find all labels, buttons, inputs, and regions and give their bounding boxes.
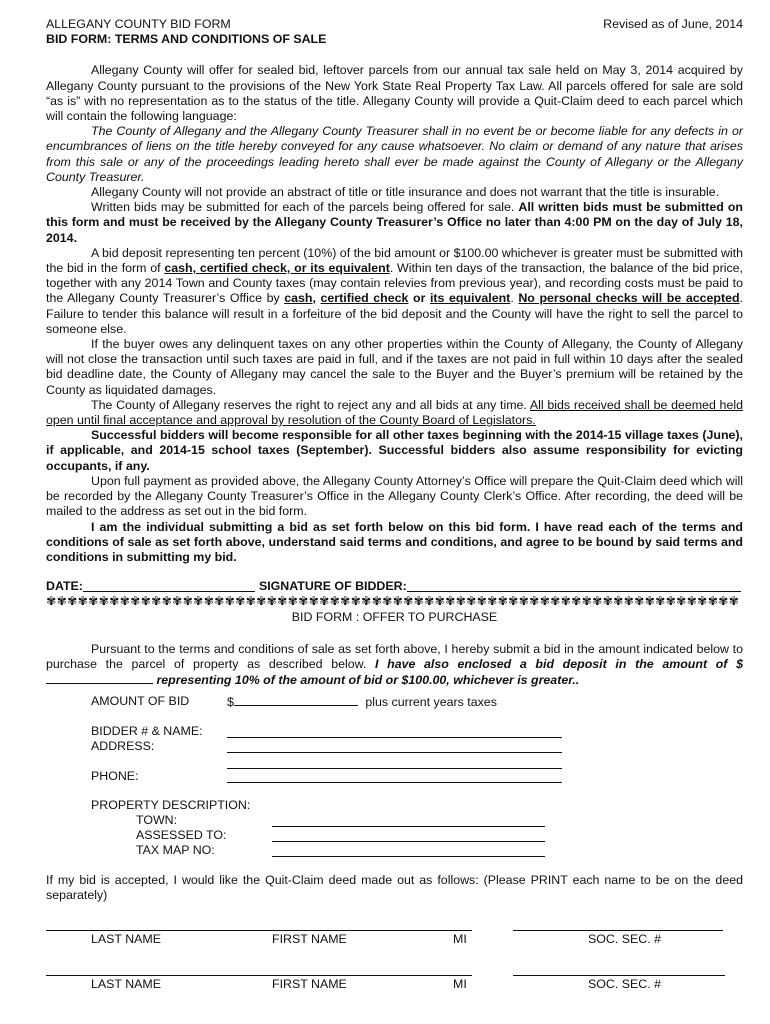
mi-label-2: MI (453, 977, 467, 991)
divider-ornament-icon: ✾ (224, 594, 235, 609)
divider-ornament-icon: ✾ (361, 594, 372, 609)
divider-ornament-icon: ✾ (529, 594, 540, 609)
terms-paragraph-4 (46, 200, 743, 246)
divider-ornament-icon: ✾ (644, 594, 655, 609)
terms-paragraph-5 (46, 246, 743, 337)
divider-ornament-icon: ✾ (560, 594, 571, 609)
divider-ornament-icon: ✾ (466, 594, 477, 609)
terms-paragraph-8: Successful bidders will become responsible for all other taxes beginning with the 2014-15 village taxes (June), if applicable, and 2014-15 school taxes (September). Successful bidders also assume responsibility for evicting occupants, if any. (46, 428, 743, 473)
divider-ornament-icon: ✾ (46, 594, 57, 609)
bids-held-open-text: All bids received shall be deemed held open until final acceptance and approval by resolution of the County Board of Legislators. (46, 397, 743, 428)
divider-ornament-icon: ✾ (581, 594, 592, 609)
divider-ornament-icon: ✾ (518, 594, 529, 609)
revision-date: Revised as of June, 2014 (603, 17, 743, 31)
bid-deadline-text: All written bids must be submitted on this form and must be received by the Allegany County Treasurer’s Office no later than 4:00 PM on the day of July 18, 2014. (46, 200, 743, 245)
bidder-attestation: I am the individual submitting a bid as set forth below on this bid form. I have read each of the terms and conditions of sale as set forth above, understand said terms and conditions, and agree to be bound by said terms and conditions in submitting my bid. (46, 519, 743, 564)
divider-ornament-icon: ✾ (445, 594, 456, 609)
deposit-text: A bid deposit representing ten percent (10%) of the bid amount or $100.00 whichever is greater must be submitted with the bid in the form of (46, 245, 743, 276)
document-header (46, 17, 743, 32)
name-field-1[interactable] (46, 916, 472, 931)
terms-paragraph-1: Allegany County will offer for sealed bid, leftover parcels from our annual tax sale held on May 3, 2014 acquired by Allegany County pursuant to the provisions of the New York State Real Property Tax Law. All parcels offered for sale are sold “as is” with no representation as to the status of the title. Allegany County will provide a Quit-Claim deed to each parcel which will contain the following language: (46, 63, 743, 124)
divider-ornament-icon: ✾ (140, 594, 151, 609)
ssn-field-1[interactable] (513, 916, 723, 931)
divider-ornament-icon: ✾ (602, 594, 613, 609)
bid-form-document (46, 17, 743, 688)
divider-ornament-icon: ✾ (571, 594, 582, 609)
divider-ornament-icon: ✾ (728, 594, 739, 609)
comma: , (312, 291, 321, 306)
no-personal-checks: No personal checks will be accepted (518, 291, 740, 306)
divider-ornament-icon: ✾ (382, 594, 393, 609)
divider-ornament-icon: ✾ (182, 594, 193, 609)
deed-instructions: If my bid is accepted, I would like the Quit-Claim deed made out as follows: (Please PRINT each name to be on the deed separately) (46, 873, 743, 903)
divider-ornament-icon: ✾ (623, 594, 634, 609)
address-field-1[interactable] (227, 738, 562, 753)
divider-ornament-icon: ✾ (88, 594, 99, 609)
divider-ornament-icon: ✾ (550, 594, 561, 609)
divider-ornament-icon: ✾ (455, 594, 466, 609)
divider-ornament-icon: ✾ (172, 594, 183, 609)
divider-ornament-icon: ✾ (476, 594, 487, 609)
terms-paragraph-7 (46, 398, 743, 428)
divider-ornament-icon: ✾ (151, 594, 162, 609)
property-description-label: PROPERTY DESCRIPTION: (91, 798, 251, 812)
divider-ornament-icon: ✾ (371, 594, 382, 609)
divider-ornament-icon: ✾ (424, 594, 435, 609)
tax-map-field[interactable] (272, 842, 545, 857)
payment-equivalent: its equivalent (429, 291, 511, 306)
amount-of-bid-field[interactable] (234, 694, 358, 706)
phone-field[interactable] (227, 768, 562, 783)
divider-ornament-icon: ✾ (707, 594, 718, 609)
divider-ornament-icon: ✾ (329, 594, 340, 609)
divider-ornament-icon: ✾ (340, 594, 351, 609)
date-field[interactable] (83, 579, 255, 592)
address-label: ADDRESS: (91, 739, 155, 753)
divider-ornament-icon: ✾ (697, 594, 708, 609)
divider-ornament-icon: ✾ (98, 594, 109, 609)
divider-ornament-icon: ✾ (308, 594, 319, 609)
divider-ornament-icon: ✾ (319, 594, 330, 609)
divider-ornament-icon: ✾ (193, 594, 204, 609)
payment-methods: cash, certified check, or its equivalent (164, 261, 390, 276)
offer-intro-text: Pursuant to the terms and conditions of sale as set forth above, I hereby submit a bid in the amount indicated below to purchase the parcel of property as described below. (46, 641, 743, 671)
last-name-label-2: LAST NAME (91, 977, 162, 991)
payment-cash: cash (284, 291, 313, 306)
divider-ornament-icon: ✾ (109, 594, 120, 609)
town-label: TOWN: (136, 813, 178, 827)
terms-paragraph-6: If the buyer owes any delinquent taxes on any other properties within the County of Allegany, the County of Allegany will not close the transaction until such taxes are paid in full, and if the taxes are not paid in full within 10 days after the sealed bid deadline date, the County of Allegany may cancel the sale to the Buyer and the Buyer’s premium will be retained by the County as liquidated damages. (46, 337, 743, 397)
offer-title: BID FORM : OFFER TO PURCHASE (291, 610, 498, 625)
ssn-label-1: SOC. SEC. # (588, 932, 661, 946)
divider-ornament-icon: ✾ (67, 594, 78, 609)
tax-map-label: TAX MAP NO: (136, 843, 215, 857)
divider-ornament-icon: ✾ (497, 594, 508, 609)
divider-ornament-icon: ✾ (592, 594, 603, 609)
divider-ornament-icon: ✾ (487, 594, 498, 609)
divider-ornament-icon: ✾ (287, 594, 298, 609)
deposit-amount-field[interactable] (46, 672, 153, 684)
divider-ornament-icon: ✾ (266, 594, 277, 609)
terms-paragraph-9: Upon full payment as provided above, the Allegany County Attorney’s Office will prepare the Quit-Claim deed which will be recorded by the Allegany County Treasurer’s Office in the Allegany County Clerk’s Office. After recording, the deed will be mailed to the address as set out in the bid form. (46, 473, 743, 519)
divider-ornament-icon: ✾ (539, 594, 550, 609)
deed-disclaimer: The County of Allegany and the Allegany County Treasurer shall in no event be or become liable for any defects in or encumbrances of liens on the title hereby conveyed for any cause whatsoever. No claim or demand of any nature that arises from this sale or any of the proceedings leading hereto shall ever be made against the County of Allegany or the Allegany County Treasurer. (46, 124, 743, 184)
or-text: or (408, 291, 430, 306)
divider-ornament-icon: ✾ (235, 594, 246, 609)
signature-field[interactable] (407, 579, 741, 592)
ornamental-divider (46, 594, 743, 608)
plus-taxes-label: plus current years taxes (365, 695, 497, 709)
reject-bids-text: The County of Allegany reserves the right to reject any and all bids at any time. (91, 397, 530, 412)
divider-ornament-icon: ✾ (392, 594, 403, 609)
dollar-sign: $ (227, 695, 234, 709)
divider-ornament-icon: ✾ (256, 594, 267, 609)
amount-of-bid-label: AMOUNT OF BID (91, 694, 190, 708)
ssn-label-2: SOC. SEC. # (588, 977, 661, 991)
balance-text: . Within ten days of the transaction, the balance of the bid price, together with any 2014 Town and County taxes (may contain relevies from previous year), and recording costs must be paid to the Allegany County Treasurer’s Office by (46, 261, 743, 306)
terms-paragraph-3: Allegany County will not provide an abstract of title or title insurance and does not warrant that the title is insurable. (91, 185, 720, 200)
divider-ornament-icon: ✾ (245, 594, 256, 609)
divider-ornament-icon: ✾ (277, 594, 288, 609)
divider-ornament-icon: ✾ (77, 594, 88, 609)
divider-ornament-icon: ✾ (56, 594, 67, 609)
divider-ornament-icon: ✾ (676, 594, 687, 609)
divider-ornament-icon: ✾ (508, 594, 519, 609)
signature-label: SIGNATURE OF BIDDER: (258, 579, 407, 594)
name-field-2[interactable] (46, 961, 472, 976)
payment-certified-check: certified check (320, 291, 409, 306)
divider-ornament-icon: ✾ (130, 594, 141, 609)
first-name-label-2: FIRST NAME (272, 977, 347, 991)
bid-submission-text: Written bids may be submitted for each of the parcels being offered for sale. (91, 200, 519, 215)
divider-ornament-icon: ✾ (634, 594, 645, 609)
divider-ornament-icon: ✾ (203, 594, 214, 609)
amount-of-bid-row (91, 694, 189, 708)
divider-ornament-icon: ✾ (350, 594, 361, 609)
divider-ornament-icon: ✾ (686, 594, 697, 609)
town-field[interactable] (272, 812, 545, 827)
divider-ornament-icon: ✾ (161, 594, 172, 609)
forfeiture-text: . Failure to tender this balance will result in a forfeiture of the bid deposit and the County will have the right to sell the parcel to someone else. (46, 291, 744, 336)
divider-ornament-icon: ✾ (665, 594, 676, 609)
bidder-name-field[interactable] (227, 723, 562, 738)
divider-ornament-icon: ✾ (403, 594, 414, 609)
offer-intro (46, 642, 743, 689)
first-name-label-1: FIRST NAME (272, 932, 347, 946)
address-field-2[interactable] (227, 754, 562, 769)
divider-ornament-icon: ✾ (214, 594, 225, 609)
divider-ornament-icon: ✾ (718, 594, 729, 609)
signature-row (46, 579, 743, 594)
ssn-field-2[interactable] (513, 961, 725, 976)
terms-title: BID FORM: TERMS AND CONDITIONS OF SALE (46, 32, 327, 47)
divider-ornament-icon: ✾ (434, 594, 445, 609)
divider-ornament-icon: ✾ (655, 594, 666, 609)
deposit-amount-text: I have also enclosed a bid deposit in the amount of $ (375, 656, 743, 671)
mi-label-1: MI (453, 932, 467, 946)
bidder-name-label: BIDDER # & NAME: (91, 724, 203, 738)
divider-ornament-icon: ✾ (298, 594, 309, 609)
divider-ornament-icon: ✾ (119, 594, 130, 609)
last-name-label-1: LAST NAME (91, 932, 162, 946)
divider-ornament-icon: ✾ (413, 594, 424, 609)
amount-input-group (227, 694, 497, 709)
period: . (510, 291, 519, 306)
form-title: ALLEGANY COUNTY BID FORM (46, 17, 231, 31)
divider-ornament-icon: ✾ (613, 594, 624, 609)
assessed-to-field[interactable] (272, 827, 545, 842)
phone-label: PHONE: (91, 769, 139, 783)
deposit-percent-text: representing 10% of the amount of bid or $100.00, whichever is greater.. (153, 672, 580, 687)
assessed-to-label: ASSESSED TO: (136, 828, 227, 842)
date-label: DATE: (46, 579, 83, 594)
